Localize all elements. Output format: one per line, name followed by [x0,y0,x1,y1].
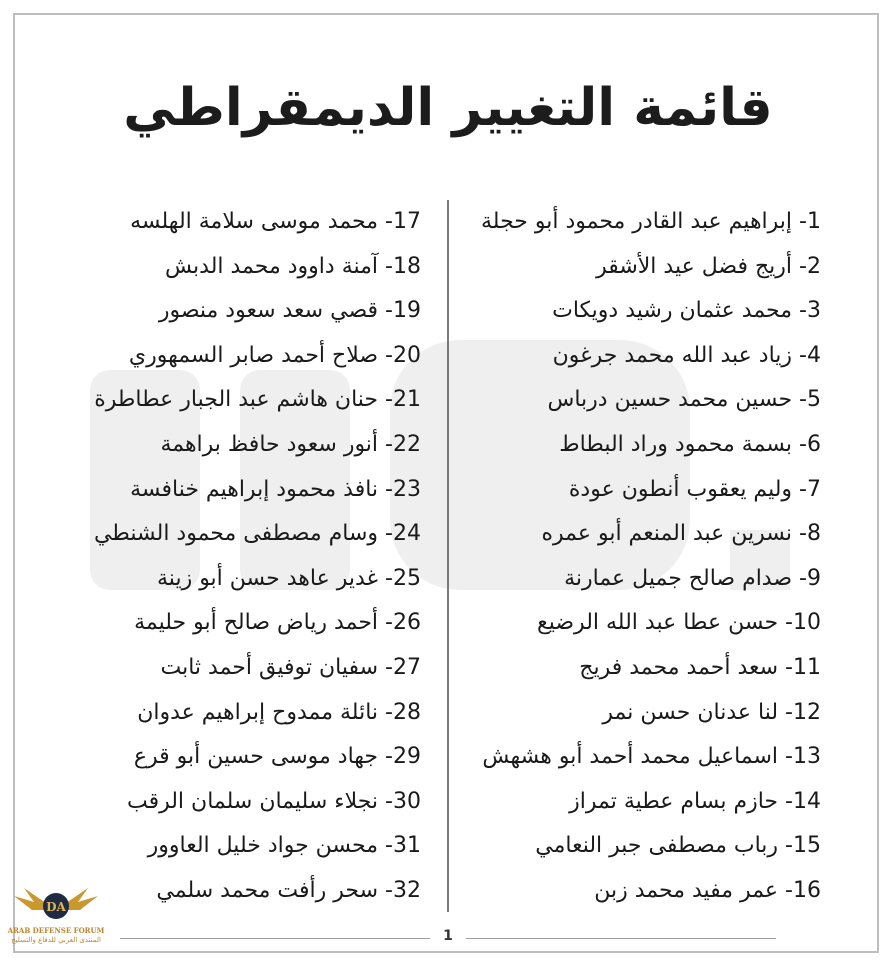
candidate-number: 30- [385,788,421,814]
candidate-list-right [451,200,821,914]
arab-defense-forum-logo [6,880,106,956]
candidate-number: 12- [785,699,821,725]
candidate-number: 14- [785,788,821,814]
candidate-item [31,646,421,691]
candidate-item [451,200,821,245]
candidate-number: 23- [385,476,421,502]
candidate-name: وسام مصطفى محمود الشنطي [93,521,379,547]
candidate-item [31,512,421,557]
logo-english-text: ARAB DEFENSE FORUM [7,926,105,935]
candidate-number: 8- [799,521,821,547]
footer-line-left [120,938,430,939]
candidate-number: 13- [785,744,821,770]
candidate-item [31,824,421,869]
candidate-number: 21- [385,387,421,413]
candidate-name: نافذ محمود إبراهيم خنافسة [130,476,379,502]
candidate-item [451,780,821,825]
candidate-name: حنان هاشم عبد الجبار عطاطرة [94,387,379,413]
candidate-number: 28- [385,699,421,725]
candidate-name: محمد موسى سلامة الهلسه [130,209,379,234]
candidate-number: 32- [385,877,421,903]
candidate-item [451,869,821,914]
candidate-number: 1- [799,209,821,234]
candidate-name: زياد عبد الله محمد جرغون [552,342,793,368]
candidate-item [451,378,821,423]
candidate-number: 16- [785,877,821,903]
candidate-name: حازم بسام عطية تمراز [569,788,779,814]
candidate-item [451,423,821,468]
candidate-number: 20- [385,342,421,368]
candidate-name: لنا عدنان حسن نمر [602,699,779,725]
candidate-number: 15- [785,833,821,859]
candidate-number: 31- [385,833,421,859]
candidate-number: 6- [799,431,821,457]
candidate-item [31,780,421,825]
candidate-name: بسمة محمود وراد البطاط [559,431,793,457]
candidate-item [31,289,421,334]
candidate-name: محمد عثمان رشيد دويكات [552,298,793,324]
candidate-number: 17- [385,209,421,234]
page-title: قائمة التغيير الديمقراطي [123,78,773,138]
candidate-name: أريج فضل عيد الأشقر [596,253,793,279]
candidate-item [31,334,421,379]
candidate-item [451,735,821,780]
candidate-item [451,245,821,290]
candidate-name: آمنة داوود محمد الدبش [164,253,379,279]
candidate-item [451,646,821,691]
candidate-item [451,468,821,513]
candidate-item [451,512,821,557]
candidate-number: 7- [799,476,821,502]
candidate-number: 11- [785,654,821,680]
candidate-item [31,691,421,736]
candidate-item [451,824,821,869]
logo-arabic-text: المنتدى العربي للدفاع والتسليح [11,936,101,944]
candidate-item [451,557,821,602]
candidate-number: 25- [385,565,421,591]
candidate-name: أنور سعود حافظ براهمة [160,431,379,457]
candidate-name: اسماعيل محمد أحمد أبو هشهش [482,744,779,770]
candidate-item [31,378,421,423]
candidate-item [451,334,821,379]
page-number: 1 [443,928,453,944]
candidate-name: صلاح أحمد صابر السمهوري [128,342,379,368]
candidate-item [31,601,421,646]
candidate-number: 3- [799,298,821,324]
candidate-list-left [31,200,421,914]
candidate-name: أحمد رياض صالح أبو حليمة [134,610,379,636]
candidate-number: 2- [799,253,821,279]
candidate-name: سعد أحمد محمد فريج [579,654,779,680]
candidate-name: سفيان توفيق أحمد ثابت [160,654,379,680]
candidate-number: 29- [385,744,421,770]
candidate-item [31,200,421,245]
candidate-name: نائلة ممدوح إبراهيم عدوان [137,699,379,725]
candidate-item [31,468,421,513]
footer-line-right [466,938,776,939]
candidate-name: غدير عاهد حسن أبو زينة [157,565,379,591]
candidate-number: 5- [799,387,821,413]
candidate-item [31,557,421,602]
candidate-item [451,289,821,334]
candidate-item [451,691,821,736]
candidate-number: 19- [385,298,421,324]
candidate-name: إبراهيم عبد القادر محمود أبو حجلة [480,209,793,234]
candidate-name: صدام صالح جميل عمارنة [564,565,793,591]
candidate-name: حسن عطا عبد الله الرضيع [537,610,779,636]
candidate-number: 18- [385,253,421,279]
candidate-number: 24- [385,521,421,547]
candidate-number: 22- [385,431,421,457]
eagle-wings-icon [6,880,106,930]
candidate-number: 26- [385,610,421,636]
candidate-number: 4- [799,342,821,368]
candidate-name: محسن جواد خليل العاوور [147,833,379,859]
candidate-name: جهاد موسى حسين أبو قرع [133,744,379,770]
candidate-name: قصي سعد سعود منصور [158,298,379,324]
logo-initials: DA [46,900,66,914]
candidate-name: سحر رأفت محمد سلمي [156,877,379,903]
candidate-name: حسين محمد حسين درباس [547,387,793,413]
candidate-number: 9- [799,565,821,591]
candidate-name: نجلاء سليمان سلمان الرقب [126,788,379,814]
candidate-name: رباب مصطفى جبر النعامي [535,833,779,859]
column-divider [447,200,449,912]
candidate-item [31,423,421,468]
candidate-item [31,245,421,290]
candidate-item [31,735,421,780]
candidate-number: 27- [385,654,421,680]
candidate-name: وليم يعقوب أنطون عودة [568,476,793,502]
candidate-number: 10- [785,610,821,636]
candidate-item [451,601,821,646]
candidate-name: عمر مفيد محمد زبن [594,877,779,903]
candidate-name: نسرين عبد المنعم أبو عمره [541,521,793,547]
